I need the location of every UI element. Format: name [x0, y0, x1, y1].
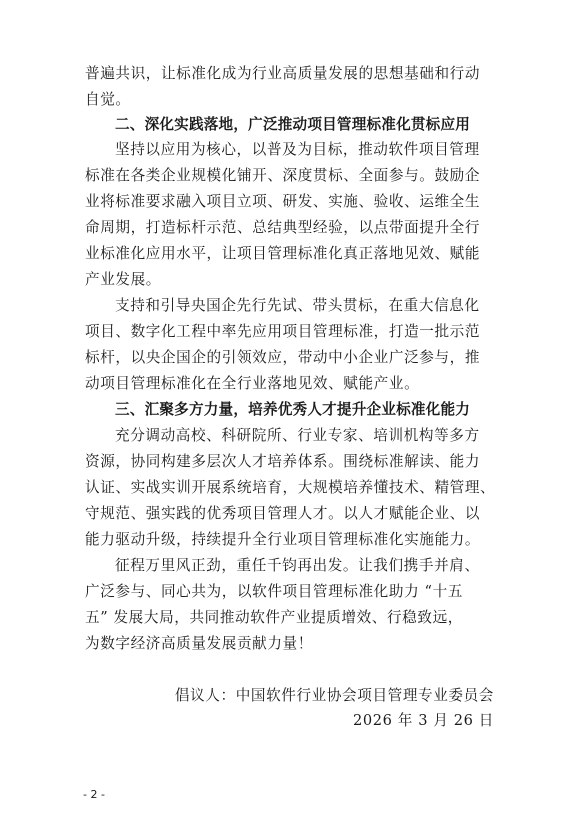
text-line: 资源，协同构建多层次人才培养体系。围绕标准解读、能力 — [85, 453, 481, 470]
text-line: 认证、实战实训开展系统培育，大规模培养懂技术、精管理、 — [85, 479, 496, 496]
initiator-signature: 倡议人：中国软件行业协会项目管理专业委员会 — [174, 687, 494, 704]
text-line: 自觉。 — [85, 91, 131, 108]
text-line: 能力驱动升级，持续提升全行业项目管理标准化实施能力。 — [85, 531, 481, 548]
text-line: 普遍共识，让标准化成为行业高质量发展的思想基础和行动 — [85, 65, 481, 82]
text-line: 标杆，以央企国企的引领效应，带动中小企业广泛参与，推 — [85, 349, 481, 366]
text-line: 坚持以应用为核心，以普及为目标，推动软件项目管理 — [115, 141, 480, 158]
text-line: 守规范、强实践的优秀项目管理人才。以人才赋能企业、以 — [85, 505, 481, 522]
text-line: 产业发展。 — [85, 271, 161, 288]
signature-date: 2026 年 3 月 26 日 — [353, 712, 494, 729]
text-line: 项目、数字化工程中率先应用项目管理标准，打造一批示范 — [85, 323, 481, 340]
section-heading: 三、汇聚多方力量，培养优秀人才提升企业标准化能力 — [115, 401, 471, 418]
text-line: 标准在各类企业规模化铺开、深度贯标、全面参与。鼓励企 — [85, 167, 481, 184]
text-line: 广泛参与、同心共为，以软件项目管理标准化助力 “十五 — [85, 583, 463, 600]
text-line: 五” 发展大局，共同推动软件产业提质增效、行稳致远， — [85, 609, 463, 626]
section-heading: 二、深化实践落地，广泛推动项目管理标准化贯标应用 — [115, 116, 471, 133]
text-line: 为数字经济高质量发展贡献力量！ — [85, 635, 313, 652]
text-line: 业标准化应用水平，让项目管理标准化真正落地见效、赋能 — [85, 245, 481, 262]
text-line: 动项目管理标准化在全行业落地见效、赋能产业。 — [85, 375, 420, 392]
text-line: 支持和引导央国企先行先试、带头贯标，在重大信息化 — [115, 297, 480, 314]
text-line: 命周期，打造标杆示范、总结典型经验，以点带面提升全行 — [85, 219, 481, 236]
text-line: 征程万里风正劲，重任千钧再出发。让我们携手并肩、 — [115, 557, 480, 574]
text-line: 业将标准要求融入项目立项、研发、实施、验收、运维全生 — [85, 193, 481, 210]
page-number: - 2 - — [83, 788, 105, 801]
text-line: 充分调动高校、科研院所、行业专家、培训机构等多方 — [115, 427, 480, 444]
